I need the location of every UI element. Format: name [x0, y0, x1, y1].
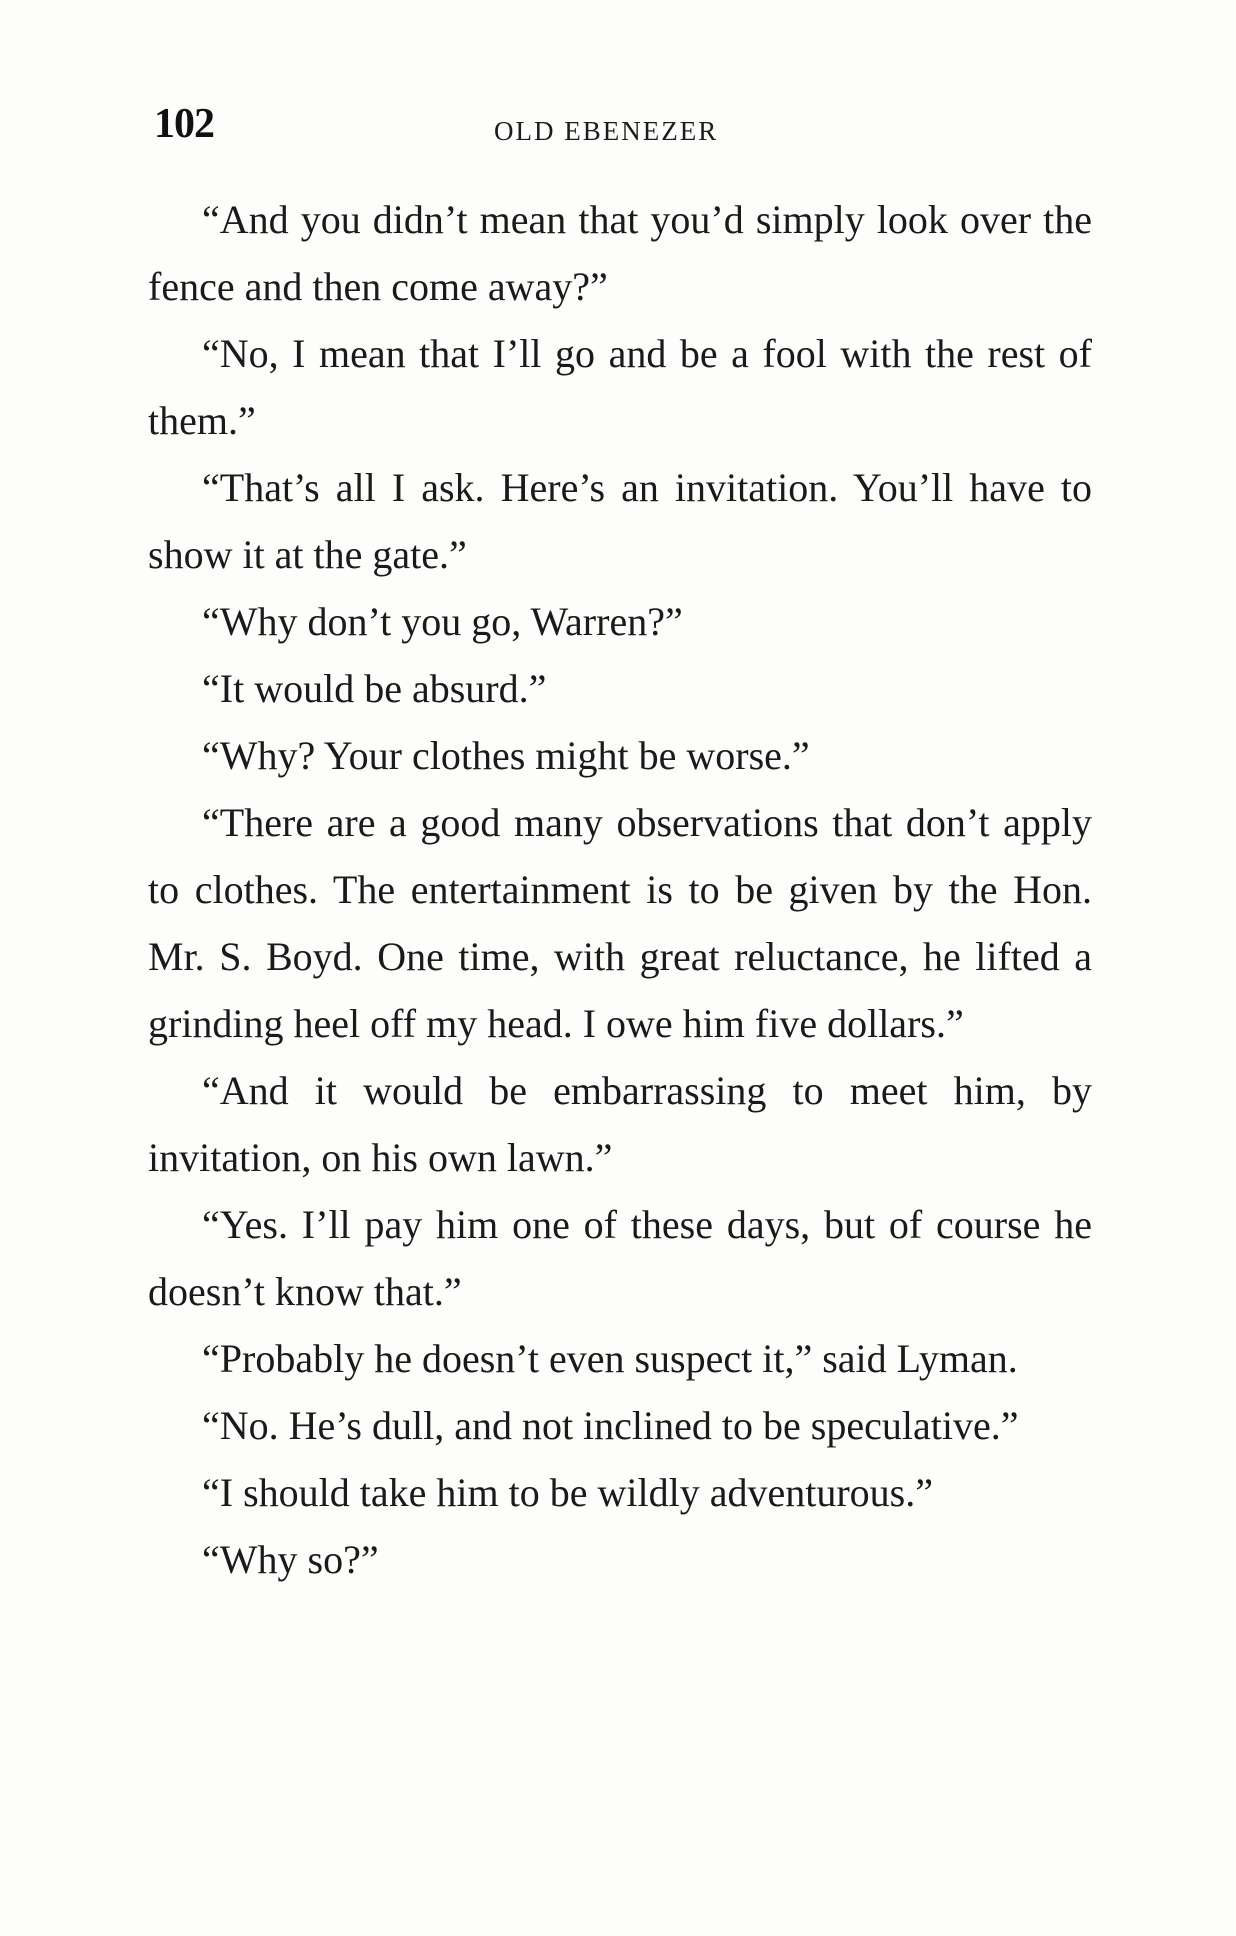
paragraph: “And it would be embarrassing to meet him, by invitation, on his own lawn.” — [148, 1068, 1092, 1180]
page-header — [154, 100, 1094, 160]
running-title: OLD EBENEZER — [494, 116, 719, 146]
paragraph: “There are a good many observations that don’t apply to clothes. The entertainment is to be given by the Hon. Mr. S. Boyd. One time, with great reluctance, he lifted a grinding heel off my head. I owe him five dollars.” — [148, 800, 1092, 1046]
paragraph: “No. He’s dull, and not inclined to be speculative.” — [202, 1403, 1019, 1448]
paragraph: “It would be absurd.” — [202, 666, 547, 711]
paragraph: “That’s all I ask. Here’s an invitation. You’ll have to show it at the gate.” — [148, 465, 1092, 577]
page-number: 102 — [154, 101, 214, 147]
paragraph: “No, I mean that I’ll go and be a fool with the rest of them.” — [148, 331, 1092, 443]
paragraph: “Yes. I’ll pay him one of these days, but of course he doesn’t know that.” — [148, 1202, 1092, 1314]
paragraph: “Probably he doesn’t even suspect it,” said Lyman. — [202, 1336, 1018, 1381]
paragraph: “And you didn’t mean that you’d simply look over the fence and then come away?” — [148, 197, 1092, 309]
body-text — [148, 186, 1092, 1593]
paragraph: “Why so?” — [202, 1537, 379, 1582]
paragraph: “Why? Your clothes might be worse.” — [202, 733, 810, 778]
paragraph: “I should take him to be wildly adventurous.” — [202, 1470, 933, 1515]
paragraph: “Why don’t you go, Warren?” — [202, 599, 683, 644]
